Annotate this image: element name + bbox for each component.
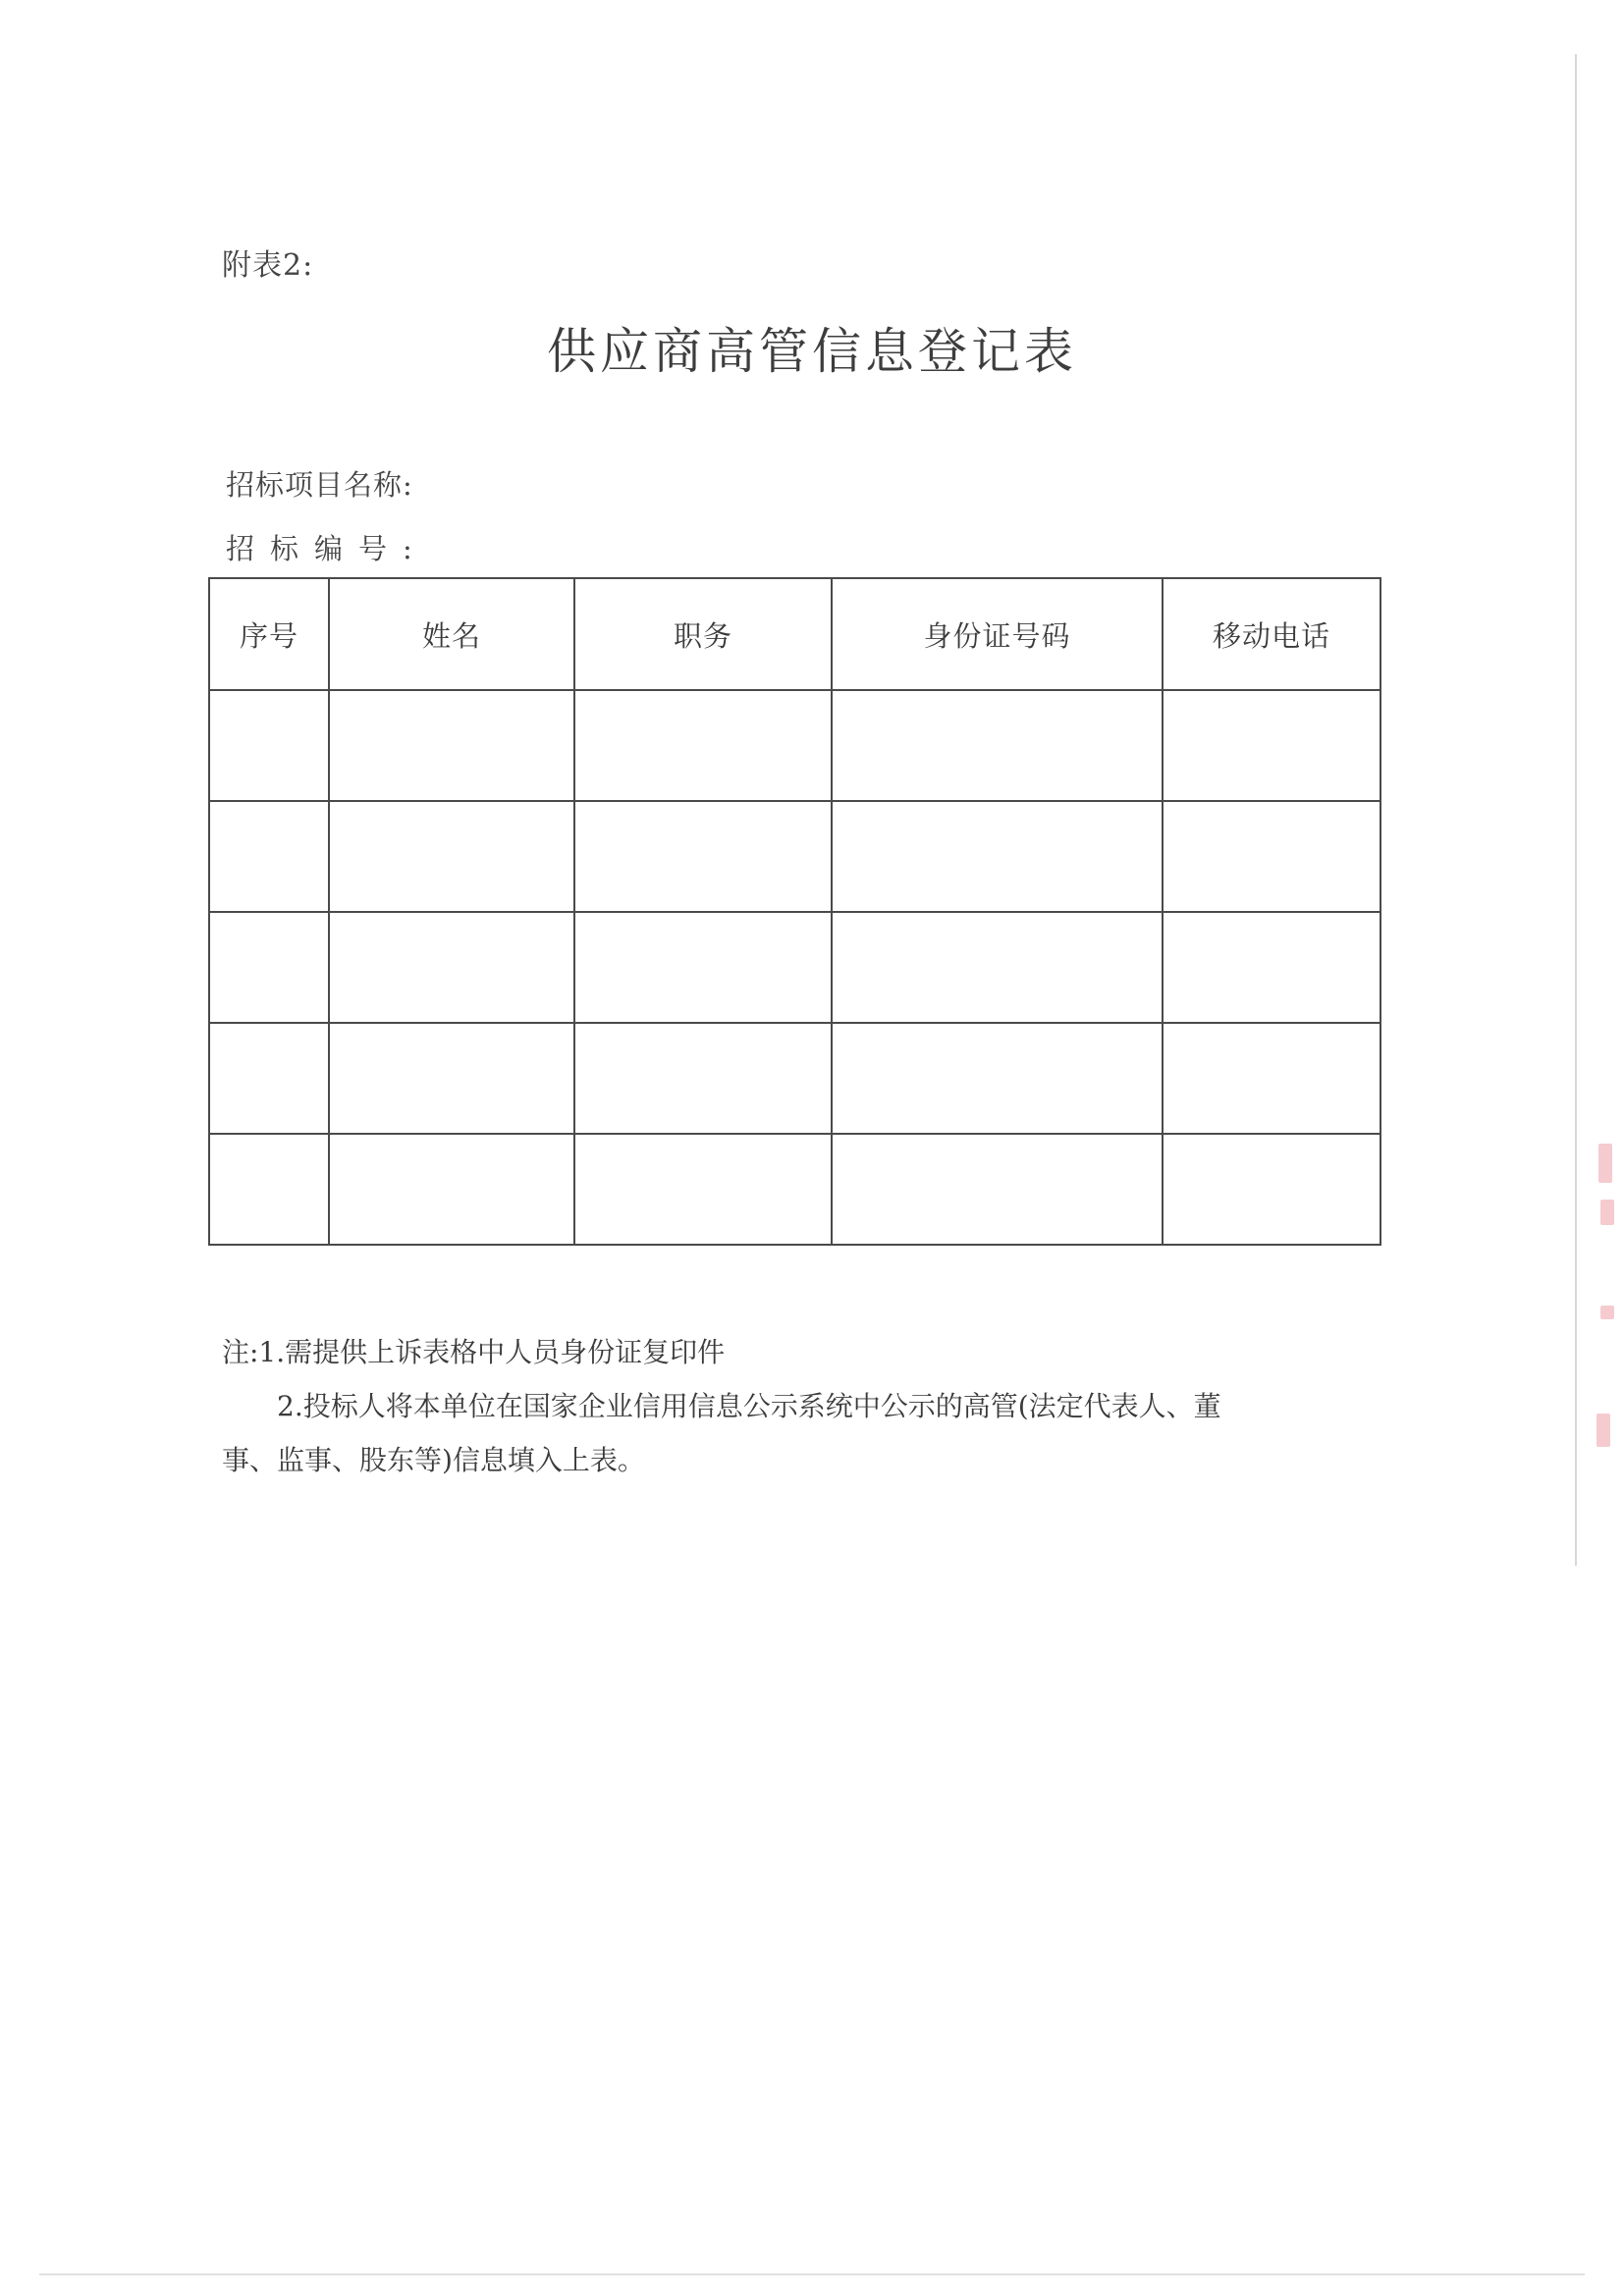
appendix-label: 附表2: bbox=[222, 248, 314, 283]
table-cell bbox=[209, 801, 329, 912]
table-cell bbox=[209, 1134, 329, 1245]
table-cell bbox=[574, 1023, 832, 1134]
header-id-number: 身份证号码 bbox=[832, 578, 1163, 690]
header-name: 姓名 bbox=[329, 578, 574, 690]
table-cell bbox=[1163, 1134, 1380, 1245]
seal-fragment bbox=[1597, 1414, 1610, 1447]
table-cell bbox=[209, 690, 329, 801]
table-cell bbox=[329, 912, 574, 1023]
note-line-2: 2.投标人将本单位在国家企业信用信息公示系统中公示的高管(法定代表人、董 bbox=[277, 1390, 1221, 1422]
table-row bbox=[209, 1134, 1380, 1245]
table-cell bbox=[1163, 912, 1380, 1023]
table-row bbox=[209, 690, 1380, 801]
table-cell bbox=[832, 690, 1163, 801]
seal-fragment bbox=[1600, 1306, 1614, 1319]
table-cell bbox=[329, 690, 574, 801]
header-index: 序号 bbox=[209, 578, 329, 690]
bid-number-field: 招标编号: bbox=[226, 532, 428, 565]
header-position: 职务 bbox=[574, 578, 832, 690]
table-cell bbox=[574, 1134, 832, 1245]
scan-edge-line bbox=[39, 2273, 1585, 2275]
table-cell bbox=[209, 912, 329, 1023]
table-cell bbox=[832, 1134, 1163, 1245]
table-cell bbox=[329, 801, 574, 912]
table-cell bbox=[832, 801, 1163, 912]
table-cell bbox=[329, 1023, 574, 1134]
table-header-row bbox=[209, 578, 1380, 690]
table-cell bbox=[574, 801, 832, 912]
table-cell bbox=[329, 1134, 574, 1245]
table-cell bbox=[1163, 1023, 1380, 1134]
table-cell bbox=[1163, 801, 1380, 912]
seal-fragment bbox=[1600, 1200, 1614, 1225]
note-line-1: 注:1.需提供上诉表格中人员身份证复印件 bbox=[222, 1336, 726, 1368]
table-row bbox=[209, 1023, 1380, 1134]
notes-section bbox=[222, 1325, 1400, 1487]
scan-edge-line bbox=[1575, 54, 1577, 1566]
seal-fragment bbox=[1598, 1144, 1612, 1183]
table-cell bbox=[209, 1023, 329, 1134]
table-row bbox=[209, 912, 1380, 1023]
table-cell bbox=[832, 912, 1163, 1023]
table-row bbox=[209, 801, 1380, 912]
header-mobile: 移动电话 bbox=[1163, 578, 1380, 690]
project-name-field: 招标项目名称: bbox=[226, 468, 413, 502]
table-cell bbox=[832, 1023, 1163, 1134]
note-line-3: 事、监事、股东等)信息填入上表。 bbox=[222, 1444, 645, 1476]
table-cell bbox=[1163, 690, 1380, 801]
table-cell bbox=[574, 690, 832, 801]
document-title: 供应商高管信息登记表 bbox=[547, 323, 1077, 380]
table-cell bbox=[574, 912, 832, 1023]
executive-register-table bbox=[208, 577, 1381, 1246]
